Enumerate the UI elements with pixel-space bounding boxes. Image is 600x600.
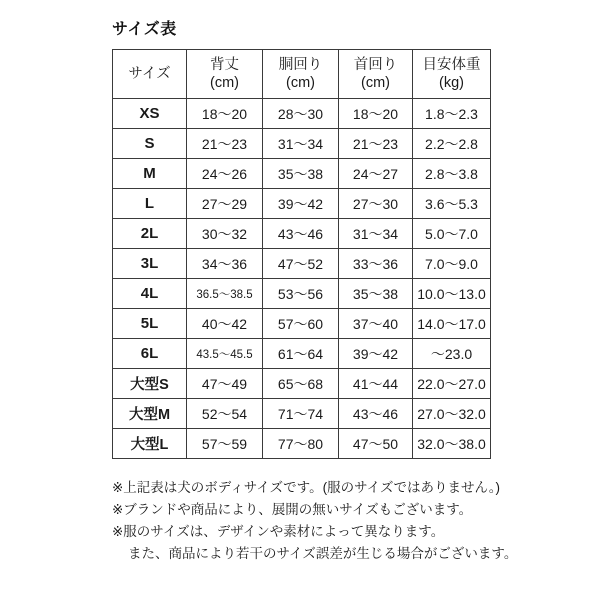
table-row xyxy=(113,159,491,189)
column-header-weight-line2: (kg) xyxy=(439,75,464,91)
table-row xyxy=(113,339,491,369)
cell-size: 3L xyxy=(113,249,187,279)
cell-size: M xyxy=(113,159,187,189)
table-row xyxy=(113,99,491,129)
cell-size: 6L xyxy=(113,339,187,369)
note-line: ※ブランドや商品により、展開の無いサイズもございます。 xyxy=(112,501,473,517)
column-header-back-length-line1: 背丈 xyxy=(210,56,239,73)
cell-weight: 7.0〜9.0 xyxy=(413,249,491,279)
cell-weight: 1.8〜2.3 xyxy=(413,99,491,129)
cell-chest: 61〜64 xyxy=(263,339,339,369)
cell-back-length: 52〜54 xyxy=(187,399,263,429)
cell-weight: 14.0〜17.0 xyxy=(413,309,491,339)
table-row xyxy=(113,279,491,309)
cell-weight: 22.0〜27.0 xyxy=(413,369,491,399)
cell-weight: 32.0〜38.0 xyxy=(413,429,491,459)
cell-weight: 5.0〜7.0 xyxy=(413,219,491,249)
cell-chest: 57〜60 xyxy=(263,309,339,339)
cell-size: 大型S xyxy=(113,369,187,399)
table-header-row xyxy=(113,50,491,99)
cell-chest: 53〜56 xyxy=(263,279,339,309)
column-header-chest xyxy=(263,50,339,99)
table-row xyxy=(113,309,491,339)
table-header xyxy=(113,50,491,99)
size-table xyxy=(112,49,491,459)
cell-weight: 〜23.0 xyxy=(413,339,491,369)
table-row xyxy=(113,129,491,159)
cell-chest: 39〜42 xyxy=(263,189,339,219)
notes-section xyxy=(112,477,582,564)
cell-back-length: 34〜36 xyxy=(187,249,263,279)
cell-neck: 43〜46 xyxy=(339,399,413,429)
cell-neck: 18〜20 xyxy=(339,99,413,129)
cell-back-length: 24〜26 xyxy=(187,159,263,189)
cell-size: L xyxy=(113,189,187,219)
column-header-neck xyxy=(339,50,413,99)
cell-neck: 37〜40 xyxy=(339,309,413,339)
cell-chest: 77〜80 xyxy=(263,429,339,459)
cell-weight: 2.2〜2.8 xyxy=(413,129,491,159)
cell-back-length: 57〜59 xyxy=(187,429,263,459)
cell-chest: 35〜38 xyxy=(263,159,339,189)
note-line: ※上記表は犬のボディサイズです。(服のサイズではありません。) xyxy=(112,480,501,495)
cell-neck: 24〜27 xyxy=(339,159,413,189)
column-header-size xyxy=(113,50,187,99)
cell-weight: 10.0〜13.0 xyxy=(413,279,491,309)
cell-size: 2L xyxy=(113,219,187,249)
cell-weight: 2.8〜3.8 xyxy=(413,159,491,189)
column-header-size-line1: サイズ xyxy=(128,65,171,82)
cell-back-length: 47〜49 xyxy=(187,369,263,399)
cell-size: 5L xyxy=(113,309,187,339)
cell-size: 大型L xyxy=(113,429,187,459)
cell-neck: 27〜30 xyxy=(339,189,413,219)
column-header-chest-line2: (cm) xyxy=(286,75,315,91)
cell-back-length: 21〜23 xyxy=(187,129,263,159)
column-header-back-length-line2: (cm) xyxy=(210,75,239,91)
column-header-chest-line1: 胴回り xyxy=(278,56,323,73)
cell-back-length: 40〜42 xyxy=(187,309,263,339)
column-header-neck-line2: (cm) xyxy=(361,75,390,91)
table-row xyxy=(113,189,491,219)
cell-chest: 31〜34 xyxy=(263,129,339,159)
cell-back-length: 30〜32 xyxy=(187,219,263,249)
cell-neck: 33〜36 xyxy=(339,249,413,279)
cell-back-length: 27〜29 xyxy=(187,189,263,219)
cell-chest: 65〜68 xyxy=(263,369,339,399)
cell-neck: 31〜34 xyxy=(339,219,413,249)
note-line: ※服のサイズは、デザインや素材によって異なります。 xyxy=(112,523,445,539)
cell-size: S xyxy=(113,129,187,159)
table-row xyxy=(113,219,491,249)
cell-neck: 41〜44 xyxy=(339,369,413,399)
cell-neck: 39〜42 xyxy=(339,339,413,369)
cell-back-length: 36.5〜38.5 xyxy=(187,279,263,309)
column-header-back-length xyxy=(187,50,263,99)
table-row xyxy=(113,369,491,399)
cell-weight: 27.0〜32.0 xyxy=(413,399,491,429)
cell-chest: 43〜46 xyxy=(263,219,339,249)
page-title: サイズ表 xyxy=(112,21,177,38)
cell-back-length: 18〜20 xyxy=(187,99,263,129)
cell-chest: 28〜30 xyxy=(263,99,339,129)
cell-size: 大型M xyxy=(113,399,187,429)
table-row xyxy=(113,249,491,279)
column-header-weight xyxy=(413,50,491,99)
cell-back-length: 43.5〜45.5 xyxy=(187,339,263,369)
column-header-weight-line1: 目安体重 xyxy=(422,56,481,73)
table-row xyxy=(113,399,491,429)
size-table-container xyxy=(112,49,490,459)
cell-neck: 47〜50 xyxy=(339,429,413,459)
cell-size: 4L xyxy=(113,279,187,309)
note-line: また、商品により若干のサイズ誤差が生じる場合がございます。 xyxy=(128,545,518,561)
column-header-neck-line1: 首回り xyxy=(353,56,398,73)
cell-size: XS xyxy=(113,99,187,129)
cell-chest: 47〜52 xyxy=(263,249,339,279)
table-row xyxy=(113,429,491,459)
table-body xyxy=(113,99,491,459)
cell-chest: 71〜74 xyxy=(263,399,339,429)
cell-neck: 35〜38 xyxy=(339,279,413,309)
cell-weight: 3.6〜5.3 xyxy=(413,189,491,219)
cell-neck: 21〜23 xyxy=(339,129,413,159)
